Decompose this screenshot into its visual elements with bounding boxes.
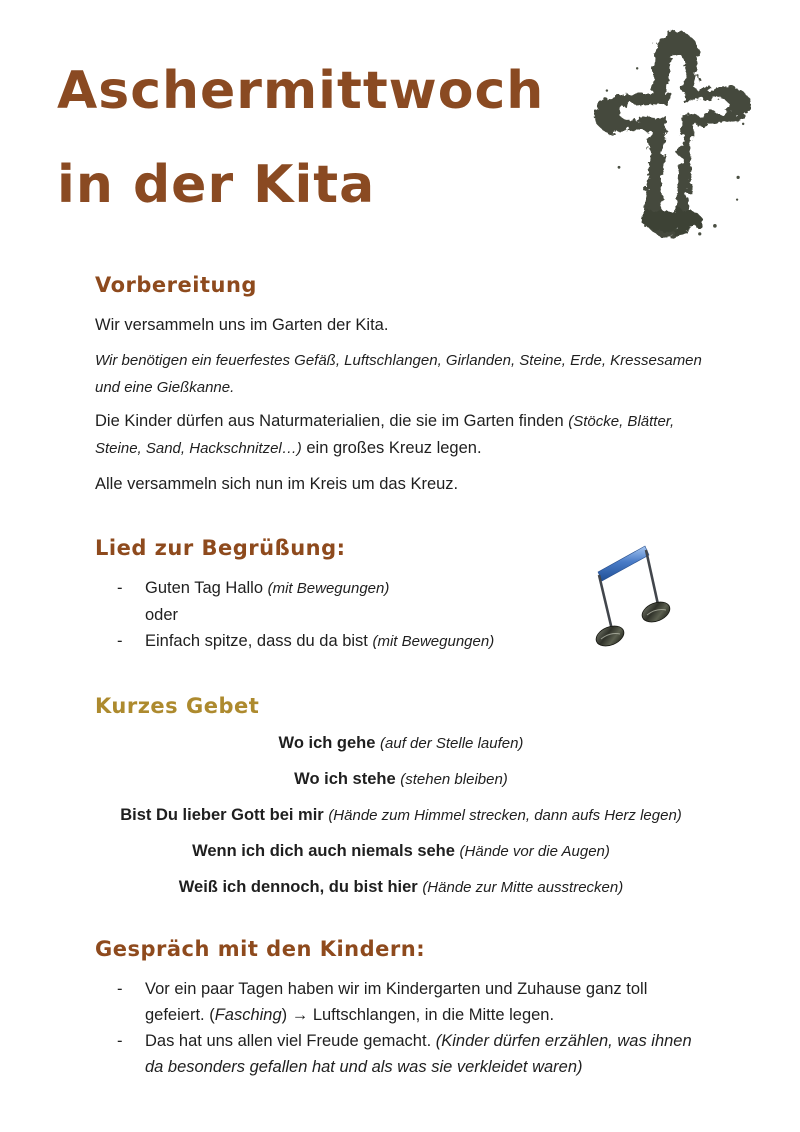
prayer-action: (stehen bleiben): [400, 771, 508, 788]
prayer-action: (Hände zur Mitte ausstrecken): [422, 879, 624, 896]
note-head-right: [639, 598, 673, 626]
list-item-text: [145, 1028, 707, 1080]
prayer-text: Wo ich stehe: [294, 770, 401, 788]
text-run: Einfach spitze, dass du da bist: [145, 632, 373, 650]
list-item: [117, 1028, 707, 1080]
prayer-line: [95, 805, 707, 826]
gespraech-list: [117, 976, 707, 1080]
note-stem-right: [646, 550, 659, 609]
music-notes-image: [583, 538, 718, 658]
text-run: ) → Luftschlangen, in die Mitte legen.: [281, 1006, 555, 1024]
list-item-text: oder: [145, 606, 179, 624]
list-item: [117, 976, 707, 1028]
ash-cross-image: [578, 28, 766, 242]
prayer-text: Wo ich gehe: [278, 734, 381, 752]
title-line-2: in der Kita: [57, 155, 376, 215]
prayer-action: (auf der Stelle laufen): [380, 735, 524, 752]
bullet-dash: -: [117, 579, 123, 597]
text-run-italic: (mit Bewegungen): [267, 580, 390, 597]
section-heading-gespraech: Gespräch mit den Kindern:: [95, 937, 426, 961]
list-item-text: [145, 976, 707, 1028]
paragraph-material-note: Wir benötigen ein feuerfestes Gefäß, Luftschlangen, Girlanden, Steine, Erde, Kressesamen und eine Gießkanne.: [95, 352, 702, 396]
note-head-left: [593, 622, 627, 650]
ash-cross-white-center: [626, 62, 722, 205]
bullet-dash: -: [117, 1032, 123, 1050]
prayer-line: [95, 841, 707, 862]
document-body: [95, 272, 707, 1080]
note-stem-left: [599, 575, 613, 634]
prayer-line: [95, 733, 707, 754]
text-run: Die Kinder dürfen aus Naturmaterialien, die sie im Garten finden: [95, 412, 569, 430]
bullet-dash: -: [117, 980, 123, 998]
paragraph-versammeln: Wir versammeln uns im Garten der Kita.: [95, 316, 389, 334]
section-heading-lied: Lied zur Begrüßung:: [95, 536, 346, 560]
text-run-italic: Fasching: [214, 1006, 282, 1024]
prayer-line: [95, 769, 707, 790]
bullet-dash: [117, 602, 145, 628]
prayer-text: Wenn ich dich auch niemals sehe: [192, 842, 460, 860]
text-run: Guten Tag Hallo: [145, 579, 268, 597]
text-run-italic: (mit Bewegungen): [372, 633, 495, 650]
prayer-block: [95, 733, 707, 898]
prayer-text: Bist Du lieber Gott bei mir: [120, 806, 329, 824]
section-heading-gebet: Kurzes Gebet: [95, 694, 260, 718]
paragraph-kreis: Alle versammeln sich nun im Kreis um das Kreuz.: [95, 475, 459, 493]
text-run-italic: (Kinder dürfen erzählen, was ihnen da besonders gefallen hat und als was sie verkleidet waren): [145, 1032, 692, 1076]
prayer-action: (Hände vor die Augen): [459, 843, 610, 860]
prayer-line: [95, 877, 707, 898]
text-run: ein großes Kreuz legen.: [301, 439, 482, 457]
title-line-1: Aschermittwoch: [57, 61, 545, 121]
section-heading-vorbereitung: Vorbereitung: [95, 273, 257, 297]
bullet-dash: -: [117, 632, 123, 650]
text-run-italic: (Stöcke, Blätter, Steine, Sand, Hackschnitzel…): [95, 413, 675, 457]
note-beam: [598, 546, 649, 581]
prayer-action: (Hände zum Himmel strecken, dann aufs Herz legen): [328, 807, 682, 824]
text-run: Vor ein paar Tagen haben wir im Kindergarten und Zuhause ganz toll gefeiert. (: [145, 980, 648, 1024]
prayer-text: Weiß ich dennoch, du bist hier: [178, 878, 423, 896]
page-title: [57, 44, 544, 232]
text-run: Das hat uns allen viel Freude gemacht.: [145, 1032, 436, 1050]
paragraph-naturmaterialien: [95, 408, 707, 462]
